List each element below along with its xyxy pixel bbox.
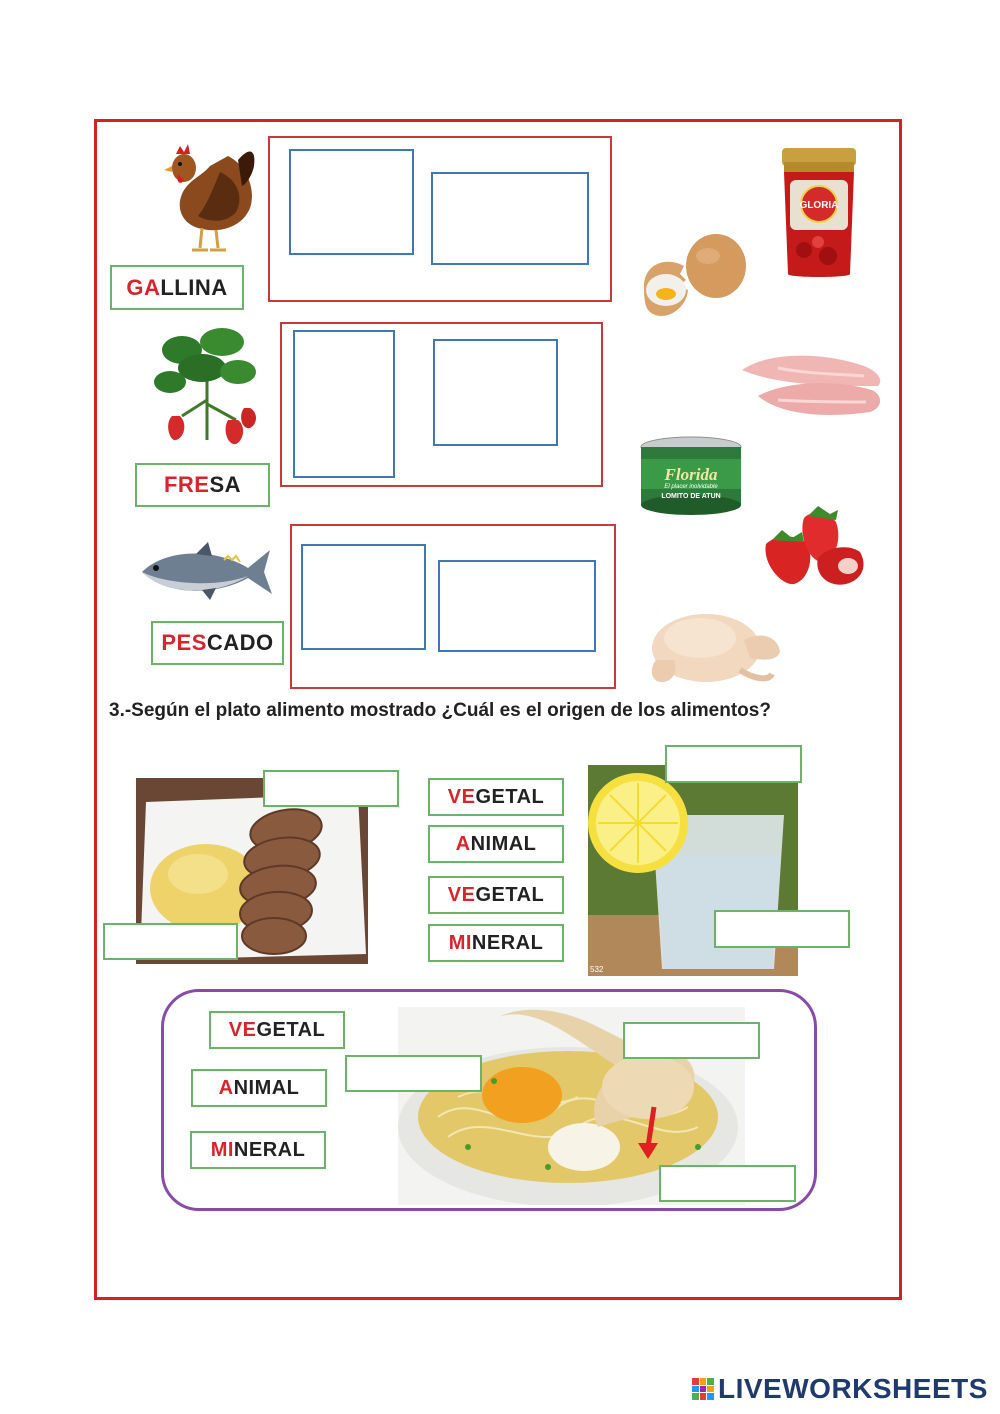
fish-fillet-image[interactable] xyxy=(738,346,888,422)
question-3-text: 3.-Según el plato alimento mostrado ¿Cuál es el origen de los alimentos? xyxy=(109,700,771,721)
option-mineral[interactable]: MI NERAL xyxy=(428,924,564,962)
soup-option-animal[interactable]: A NIMAL xyxy=(191,1069,327,1107)
eggs-image[interactable] xyxy=(640,228,752,326)
tuna-fish-image xyxy=(136,540,280,604)
answer-box-lemonade-top[interactable] xyxy=(665,745,802,783)
photo-code-text: 532 xyxy=(590,965,604,974)
soup-option-vegetal[interactable]: VE GETAL xyxy=(209,1011,345,1049)
drop-zone-gallina-2[interactable] xyxy=(431,172,589,265)
answer-box-soup-left[interactable] xyxy=(345,1055,482,1092)
soup-option-mineral[interactable]: MI NERAL xyxy=(190,1131,326,1169)
label-gallina: GA LLINA xyxy=(110,265,244,310)
label-pescado: PES CADO xyxy=(151,621,284,665)
liveworksheets-cube-icon xyxy=(692,1378,714,1400)
label-fresa: FRE SA xyxy=(135,463,270,507)
florida-tuna-can-image[interactable] xyxy=(638,435,744,517)
strawberry-plant-image xyxy=(152,320,262,450)
drop-zone-pescado-2[interactable] xyxy=(438,560,596,652)
option-vegetal-1[interactable]: VE GETAL xyxy=(428,778,564,816)
option-vegetal-2[interactable]: VE GETAL xyxy=(428,876,564,914)
answer-box-plate-top[interactable] xyxy=(263,770,399,807)
hen-image xyxy=(158,136,258,258)
drop-zone-pescado-1[interactable] xyxy=(301,544,426,650)
florida-tagline-text: El placer inolvidable xyxy=(664,484,718,490)
raw-chicken-image[interactable] xyxy=(644,600,786,688)
liveworksheets-logo xyxy=(692,1372,988,1406)
florida-brand-text: Florida xyxy=(664,465,718,484)
drop-zone-fresa-1[interactable] xyxy=(293,330,395,478)
answer-box-soup-bottom-right[interactable] xyxy=(659,1165,796,1202)
florida-product-text: LOMITO DE ATUN xyxy=(661,493,721,500)
gloria-brand-text: GLORIA xyxy=(799,200,839,211)
drop-zone-gallina-1[interactable] xyxy=(289,149,414,255)
option-animal[interactable]: A NIMAL xyxy=(428,825,564,863)
liveworksheets-brand-text: LIVEWORKSHEETS xyxy=(718,1373,988,1404)
answer-box-soup-top-right[interactable] xyxy=(623,1022,760,1059)
gloria-jam-jar-image[interactable] xyxy=(778,146,860,282)
strawberries-image[interactable] xyxy=(758,504,868,588)
answer-box-lemonade-bottom[interactable] xyxy=(714,910,850,948)
answer-box-plate-bottom[interactable] xyxy=(103,923,238,960)
drop-zone-fresa-2[interactable] xyxy=(433,339,558,446)
